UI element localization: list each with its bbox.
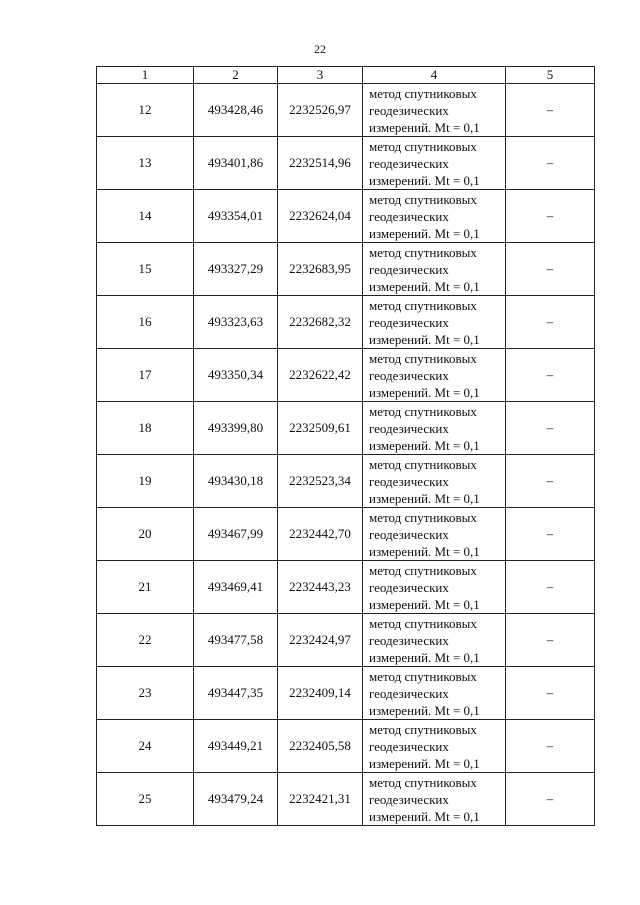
method-cell — [363, 296, 506, 349]
method-cell — [363, 243, 506, 296]
method-line: геодезических — [369, 102, 449, 118]
x-coordinate-cell: 493350,34 — [194, 349, 278, 402]
y-coordinate-cell: 2232442,70 — [278, 508, 363, 561]
method-line: измерений. Mt = 0,1 — [369, 278, 480, 294]
y-coordinate-cell: 2232624,04 — [278, 190, 363, 243]
method-cell — [363, 190, 506, 243]
point-number-cell: 12 — [97, 84, 194, 137]
method-cell — [363, 720, 506, 773]
page-number: 22 — [314, 42, 326, 56]
method-line: геодезических — [369, 632, 449, 648]
note-cell: – — [506, 349, 595, 402]
method-line: метод спутниковых — [369, 721, 477, 737]
y-coordinate-cell: 2232523,34 — [278, 455, 363, 508]
method-line: метод спутниковых — [369, 85, 477, 101]
table-row — [97, 190, 595, 243]
x-coordinate-cell: 493401,86 — [194, 137, 278, 190]
method-line: геодезических — [369, 526, 449, 542]
method-line: геодезических — [369, 208, 449, 224]
point-number-cell: 14 — [97, 190, 194, 243]
method-line: измерений. Mt = 0,1 — [369, 331, 480, 347]
point-number-cell: 21 — [97, 561, 194, 614]
method-cell — [363, 508, 506, 561]
x-coordinate-cell: 493430,18 — [194, 455, 278, 508]
x-coordinate-cell: 493477,58 — [194, 614, 278, 667]
method-line: метод спутниковых — [369, 138, 477, 154]
method-line: геодезических — [369, 420, 449, 436]
point-number-cell: 16 — [97, 296, 194, 349]
note-cell: – — [506, 455, 595, 508]
table-row — [97, 561, 595, 614]
method-line: измерений. Mt = 0,1 — [369, 384, 480, 400]
method-line: метод спутниковых — [369, 615, 477, 631]
method-line: геодезических — [369, 155, 449, 171]
column-header-1: 1 — [97, 67, 194, 84]
x-coordinate-cell: 493323,63 — [194, 296, 278, 349]
method-line: метод спутниковых — [369, 509, 477, 525]
x-coordinate-cell: 493447,35 — [194, 667, 278, 720]
method-line: метод спутниковых — [369, 456, 477, 472]
note-cell: – — [506, 720, 595, 773]
note-cell: – — [506, 296, 595, 349]
method-line: метод спутниковых — [369, 297, 477, 313]
method-line: геодезических — [369, 261, 449, 277]
method-line: метод спутниковых — [369, 350, 477, 366]
point-number-cell: 15 — [97, 243, 194, 296]
method-line: геодезических — [369, 685, 449, 701]
table-header-row — [97, 67, 595, 84]
note-cell: – — [506, 190, 595, 243]
method-line: измерений. Mt = 0,1 — [369, 172, 480, 188]
method-line: метод спутниковых — [369, 191, 477, 207]
y-coordinate-cell: 2232683,95 — [278, 243, 363, 296]
x-coordinate-cell: 493354,01 — [194, 190, 278, 243]
method-line: измерений. Mt = 0,1 — [369, 596, 480, 612]
method-line: измерений. Mt = 0,1 — [369, 437, 480, 453]
y-coordinate-cell: 2232443,23 — [278, 561, 363, 614]
method-cell — [363, 667, 506, 720]
note-cell: – — [506, 84, 595, 137]
x-coordinate-cell: 493428,46 — [194, 84, 278, 137]
method-line: геодезических — [369, 473, 449, 489]
table-row — [97, 455, 595, 508]
table-row — [97, 720, 595, 773]
table-row — [97, 296, 595, 349]
x-coordinate-cell: 493467,99 — [194, 508, 278, 561]
table-row — [97, 508, 595, 561]
column-header-2: 2 — [194, 67, 278, 84]
point-number-cell: 22 — [97, 614, 194, 667]
note-cell: – — [506, 243, 595, 296]
point-number-cell: 25 — [97, 773, 194, 826]
point-number-cell: 13 — [97, 137, 194, 190]
method-cell — [363, 402, 506, 455]
y-coordinate-cell: 2232514,96 — [278, 137, 363, 190]
method-line: метод спутниковых — [369, 244, 477, 260]
method-line: геодезических — [369, 367, 449, 383]
method-line: геодезических — [369, 314, 449, 330]
y-coordinate-cell: 2232509,61 — [278, 402, 363, 455]
column-header-5: 5 — [506, 67, 595, 84]
note-cell: – — [506, 773, 595, 826]
method-line: измерений. Mt = 0,1 — [369, 225, 480, 241]
point-number-cell: 23 — [97, 667, 194, 720]
method-cell — [363, 455, 506, 508]
method-cell — [363, 561, 506, 614]
point-number-cell: 24 — [97, 720, 194, 773]
y-coordinate-cell: 2232682,32 — [278, 296, 363, 349]
method-line: геодезических — [369, 579, 449, 595]
coordinates-table — [96, 66, 595, 826]
note-cell: – — [506, 137, 595, 190]
note-cell: – — [506, 561, 595, 614]
method-line: измерений. Mt = 0,1 — [369, 755, 480, 771]
method-line: метод спутниковых — [369, 774, 477, 790]
note-cell: – — [506, 667, 595, 720]
method-cell — [363, 137, 506, 190]
x-coordinate-cell: 493469,41 — [194, 561, 278, 614]
y-coordinate-cell: 2232622,42 — [278, 349, 363, 402]
column-header-3: 3 — [278, 67, 363, 84]
method-line: геодезических — [369, 791, 449, 807]
method-line: метод спутниковых — [369, 562, 477, 578]
table-row — [97, 773, 595, 826]
method-line: измерений. Mt = 0,1 — [369, 119, 480, 135]
table-row — [97, 614, 595, 667]
y-coordinate-cell: 2232409,14 — [278, 667, 363, 720]
method-line: измерений. Mt = 0,1 — [369, 649, 480, 665]
method-line: измерений. Mt = 0,1 — [369, 490, 480, 506]
y-coordinate-cell: 2232424,97 — [278, 614, 363, 667]
table-row — [97, 402, 595, 455]
method-line: измерений. Mt = 0,1 — [369, 808, 480, 824]
point-number-cell: 20 — [97, 508, 194, 561]
note-cell: – — [506, 614, 595, 667]
y-coordinate-cell: 2232405,58 — [278, 720, 363, 773]
point-number-cell: 17 — [97, 349, 194, 402]
table-row — [97, 84, 595, 137]
point-number-cell: 19 — [97, 455, 194, 508]
x-coordinate-cell: 493399,80 — [194, 402, 278, 455]
method-cell — [363, 614, 506, 667]
table-row — [97, 667, 595, 720]
table-row — [97, 137, 595, 190]
method-cell — [363, 349, 506, 402]
x-coordinate-cell: 493479,24 — [194, 773, 278, 826]
method-line: метод спутниковых — [369, 403, 477, 419]
method-line: измерений. Mt = 0,1 — [369, 702, 480, 718]
method-cell — [363, 773, 506, 826]
table-row — [97, 243, 595, 296]
table-row — [97, 349, 595, 402]
x-coordinate-cell: 493327,29 — [194, 243, 278, 296]
method-line: метод спутниковых — [369, 668, 477, 684]
y-coordinate-cell: 2232526,97 — [278, 84, 363, 137]
method-cell — [363, 84, 506, 137]
column-header-4: 4 — [363, 67, 506, 84]
x-coordinate-cell: 493449,21 — [194, 720, 278, 773]
method-line: геодезических — [369, 738, 449, 754]
note-cell: – — [506, 402, 595, 455]
note-cell: – — [506, 508, 595, 561]
y-coordinate-cell: 2232421,31 — [278, 773, 363, 826]
point-number-cell: 18 — [97, 402, 194, 455]
method-line: измерений. Mt = 0,1 — [369, 543, 480, 559]
